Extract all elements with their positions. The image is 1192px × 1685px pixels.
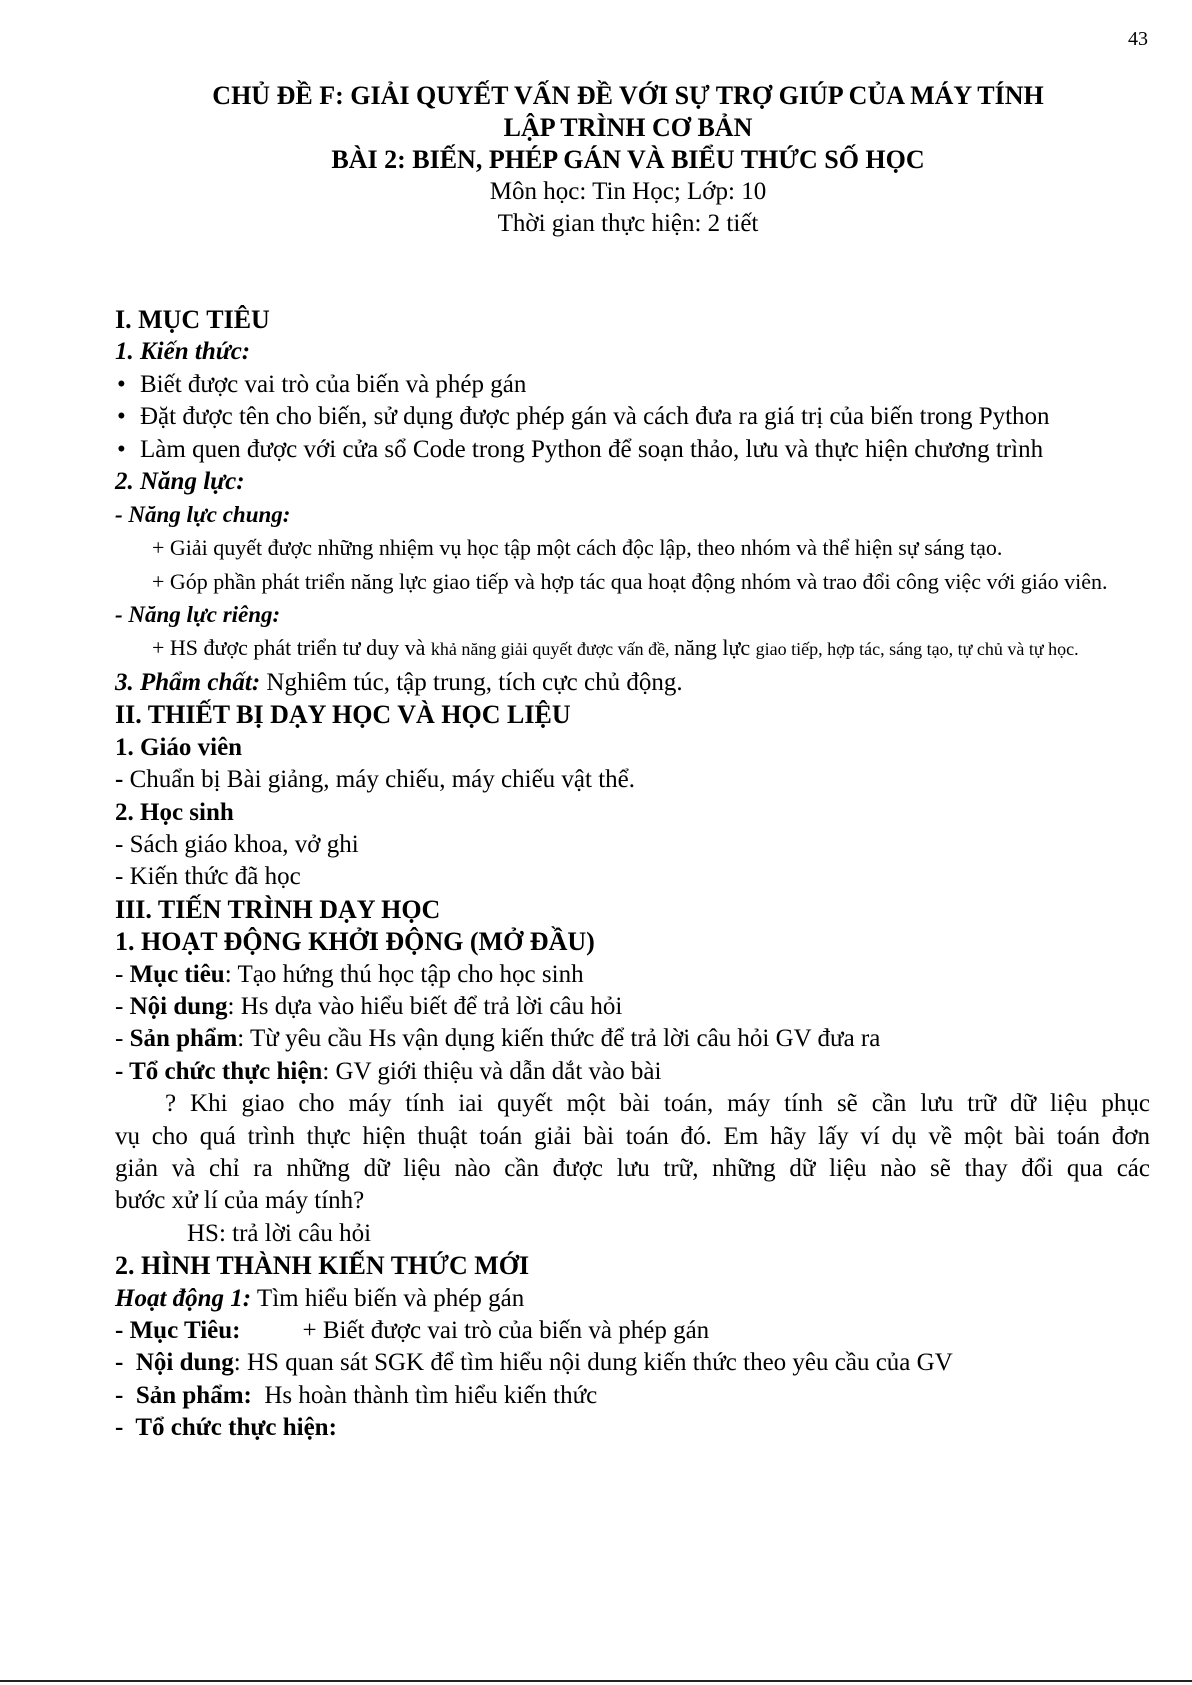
paragraph [115, 667, 1150, 699]
inline-label: Sản phẩm: [135, 1381, 252, 1409]
dash: - [115, 1025, 130, 1053]
bullet-item: • Làm quen được với cửa sổ Code trong Python để soạn thảo, lưu và thực hiện chương trình [115, 434, 1150, 466]
text-run: + Biết được vai trò của biến và phép gán [302, 1317, 710, 1345]
text-run: : Từ yêu cầu Hs vận dụng kiến thức để trả lời câu hỏi GV đưa ra [237, 1025, 881, 1053]
dash: - [115, 1349, 136, 1377]
list-item [115, 1347, 1150, 1379]
inline-label: Mục tiêu [129, 960, 225, 988]
section-heading: II. THIẾT BỊ DẠY HỌC VÀ HỌC LIỆU [115, 700, 571, 730]
text-run: Chuẩn bị Bài giảng, máy chiếu, máy chiếu vật thể. [129, 766, 635, 794]
subtopic-title: LẬP TRÌNH CƠ BẢN [503, 113, 753, 142]
list-item [115, 764, 1150, 796]
text-run: : HS quan sát SGK để tìm hiểu nội dung kiến thức theo yêu cầu của GV [233, 1349, 953, 1377]
list-item: - Sách giáo khoa, vở ghi [115, 830, 359, 858]
dash: - [115, 1057, 130, 1085]
bullet-item: • Biết được vai trò của biến và phép gán [115, 369, 1150, 401]
activity-heading: 2. HÌNH THÀNH KIẾN THỨC MỚI [115, 1251, 530, 1281]
text-run: : Tạo hứng thú học tập cho học sinh [224, 960, 584, 988]
subsection-heading: 2. Năng lực: [115, 468, 245, 496]
duration: Thời gian thực hiện: 2 tiết [497, 210, 759, 237]
question-line: ? Khi giao cho máy tính iai quyết một bài toán, máy tính sẽ cần lưu trữ dữ liệu phục [165, 1090, 1150, 1118]
question-line: giản và chỉ ra những dữ liệu nào cần được lưu trữ, những dữ liệu nào sẽ thay đổi qua các [115, 1155, 1150, 1183]
list-item [115, 959, 1150, 991]
list-item [115, 1023, 1150, 1055]
subject-grade: Môn học: Tin Học; Lớp: 10 [489, 178, 767, 205]
section-heading: I. MỤC TIÊU [115, 305, 270, 334]
inline-label: 3. Phẩm chất: [115, 668, 261, 696]
bullet-item: • Đặt được tên cho biến, sử dụng được phép gán và cách đưa ra giá trị của biến trong Python [115, 401, 1150, 433]
text-run: : GV giới thiệu và dẫn dắt vào bài [322, 1057, 662, 1085]
text-run: Tìm hiểu biến và phép gán [251, 1284, 525, 1312]
inline-label: Sản phẩm [129, 1025, 238, 1053]
section-heading: III. TIẾN TRÌNH DẠY HỌC [115, 894, 441, 924]
document-body [115, 304, 1150, 1445]
list-item [115, 991, 1150, 1023]
text-run: Hs hoàn thành tìm hiểu kiến thức [251, 1381, 598, 1409]
question-paragraph [115, 1088, 1150, 1120]
list-item: + Giải quyết được những nhiệm vụ học tập một cách độc lập, theo nhóm và thể hiện sự sáng tạo. [152, 535, 1003, 561]
dash: - [115, 766, 130, 794]
question-line: vụ cho quá trình thực hiện thuật toán giải bài toán đó. Em hãy lấy ví dụ về một bài toán đơn [115, 1122, 1150, 1150]
paragraph [115, 1283, 1150, 1315]
text-run: giao tiếp, hợp tác, sáng tạo, tự chủ và tự học. [755, 639, 1079, 660]
inline-label: Nội dung [129, 993, 228, 1020]
subheading: - Năng lực chung: [115, 502, 291, 528]
inline-label: Nội dung [135, 1349, 234, 1377]
list-item: + Góp phần phát triển năng lực giao tiếp và hợp tác qua hoạt động nhóm và trao đổi công việc với giáo viên. [152, 568, 1108, 594]
inline-label: Hoạt động 1: [115, 1284, 252, 1312]
lesson-title: BÀI 2: BIẾN, PHÉP GÁN VÀ BIỂU THỨC SỐ HỌC [331, 145, 925, 174]
subheading: - Năng lực riêng: [115, 602, 281, 628]
dash: - [115, 960, 130, 988]
text-run: + HS được phát triển tư duy và [152, 635, 431, 661]
text-run: năng lực [674, 635, 756, 661]
list-item [115, 631, 1150, 667]
list-item [115, 1056, 1150, 1088]
inline-label: Tổ chức thực hiện [129, 1057, 323, 1085]
dash: - [115, 1317, 130, 1345]
topic-title: CHỦ ĐỀ F: GIẢI QUYẾT VẤN ĐỀ VỚI SỰ TRỢ GIÚP CỦA MÁY TÍNH [212, 81, 1044, 110]
text-run: : Hs dựa vào hiểu biết để trả lời câu hỏi [227, 993, 623, 1020]
list-item [115, 1315, 1150, 1347]
activity-heading: 1. HOẠT ĐỘNG KHỞI ĐỘNG (MỞ ĐẦU) [115, 927, 595, 957]
list-item [115, 1412, 1150, 1444]
dash: - [115, 993, 130, 1020]
subsection-heading: 1. Kiến thức: [115, 338, 251, 366]
inline-label: Tổ chức thực hiện: [135, 1414, 337, 1442]
dash: - [115, 1414, 136, 1442]
subsection-heading: 1. Giáo viên [115, 733, 243, 761]
list-item [115, 1380, 1150, 1412]
inline-label: Mục Tiêu: [129, 1317, 241, 1345]
page-number: 43 [1128, 28, 1148, 50]
text-run: khả năng giải quyết được vấn đề, [430, 639, 675, 660]
question-line: bước xử lí của máy tính? [115, 1187, 365, 1215]
list-item: - Kiến thức đã học [115, 863, 301, 891]
subsection-heading: 2. Học sinh [115, 798, 234, 826]
answer-line: HS: trả lời câu hỏi [187, 1219, 372, 1247]
dash: - [115, 1381, 136, 1409]
document-header [0, 80, 1192, 240]
page-bottom-rule [0, 1680, 1192, 1682]
text-run: Nghiêm túc, tập trung, tích cực chủ động. [260, 668, 683, 696]
